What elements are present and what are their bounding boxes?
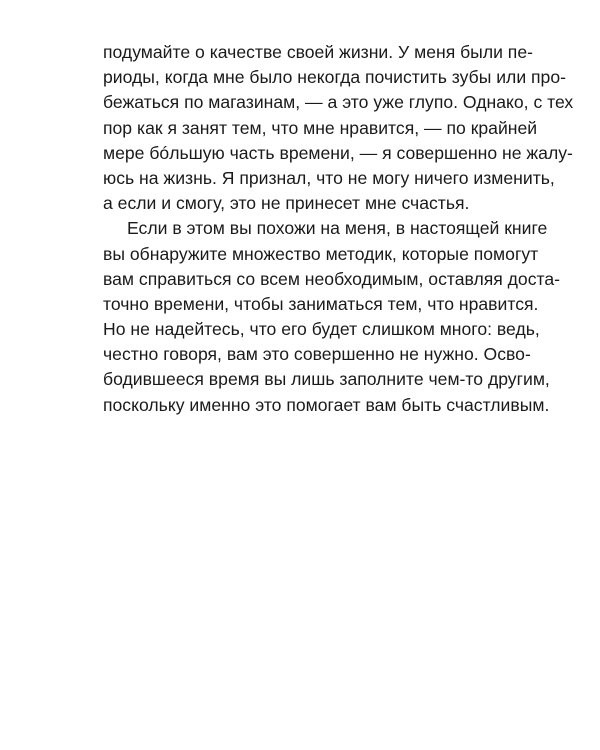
text-line: бежаться по магазинам, — а это уже глупо. Однако, с тех xyxy=(103,92,574,113)
paragraph-2 xyxy=(103,216,561,418)
text-line: Если в этом вы похожи на меня, в настоящей книге xyxy=(127,218,548,239)
text-line: бодившееся время вы лишь заполните чем-то другим, xyxy=(103,369,550,390)
text-line: точно времени, чтобы заниматься тем, что нравится. xyxy=(103,293,539,314)
text-line: поскольку именно это помогает вам быть счастливым. xyxy=(103,394,550,415)
text-line: риоды, когда мне было некогда почистить зубы или про- xyxy=(103,67,566,88)
paragraph-1 xyxy=(103,40,574,216)
text-line: юсь на жизнь. Я признал, что не могу ничего изменить, xyxy=(103,167,555,188)
text-line: пор как я занят тем, что мне нравится, — по крайней xyxy=(103,117,538,138)
text-line: а если и смогу, это не принесет мне счастья. xyxy=(103,193,470,214)
text-line: Но не надейтесь, что его будет слишком много: ведь, xyxy=(103,319,540,340)
text-line: честно говоря, вам это совершенно не нужно. Осво- xyxy=(103,344,531,365)
body-text xyxy=(103,40,574,418)
text-line: вам справиться со всем необходимым, оставляя доста- xyxy=(103,268,561,289)
text-line: вы обнаружите множество методик, которые помогут xyxy=(103,243,539,264)
text-line: мере бóльшую часть времени, — я совершенно не жалу- xyxy=(103,142,573,163)
text-line: подумайте о качестве своей жизни. У меня были пе- xyxy=(103,42,533,62)
